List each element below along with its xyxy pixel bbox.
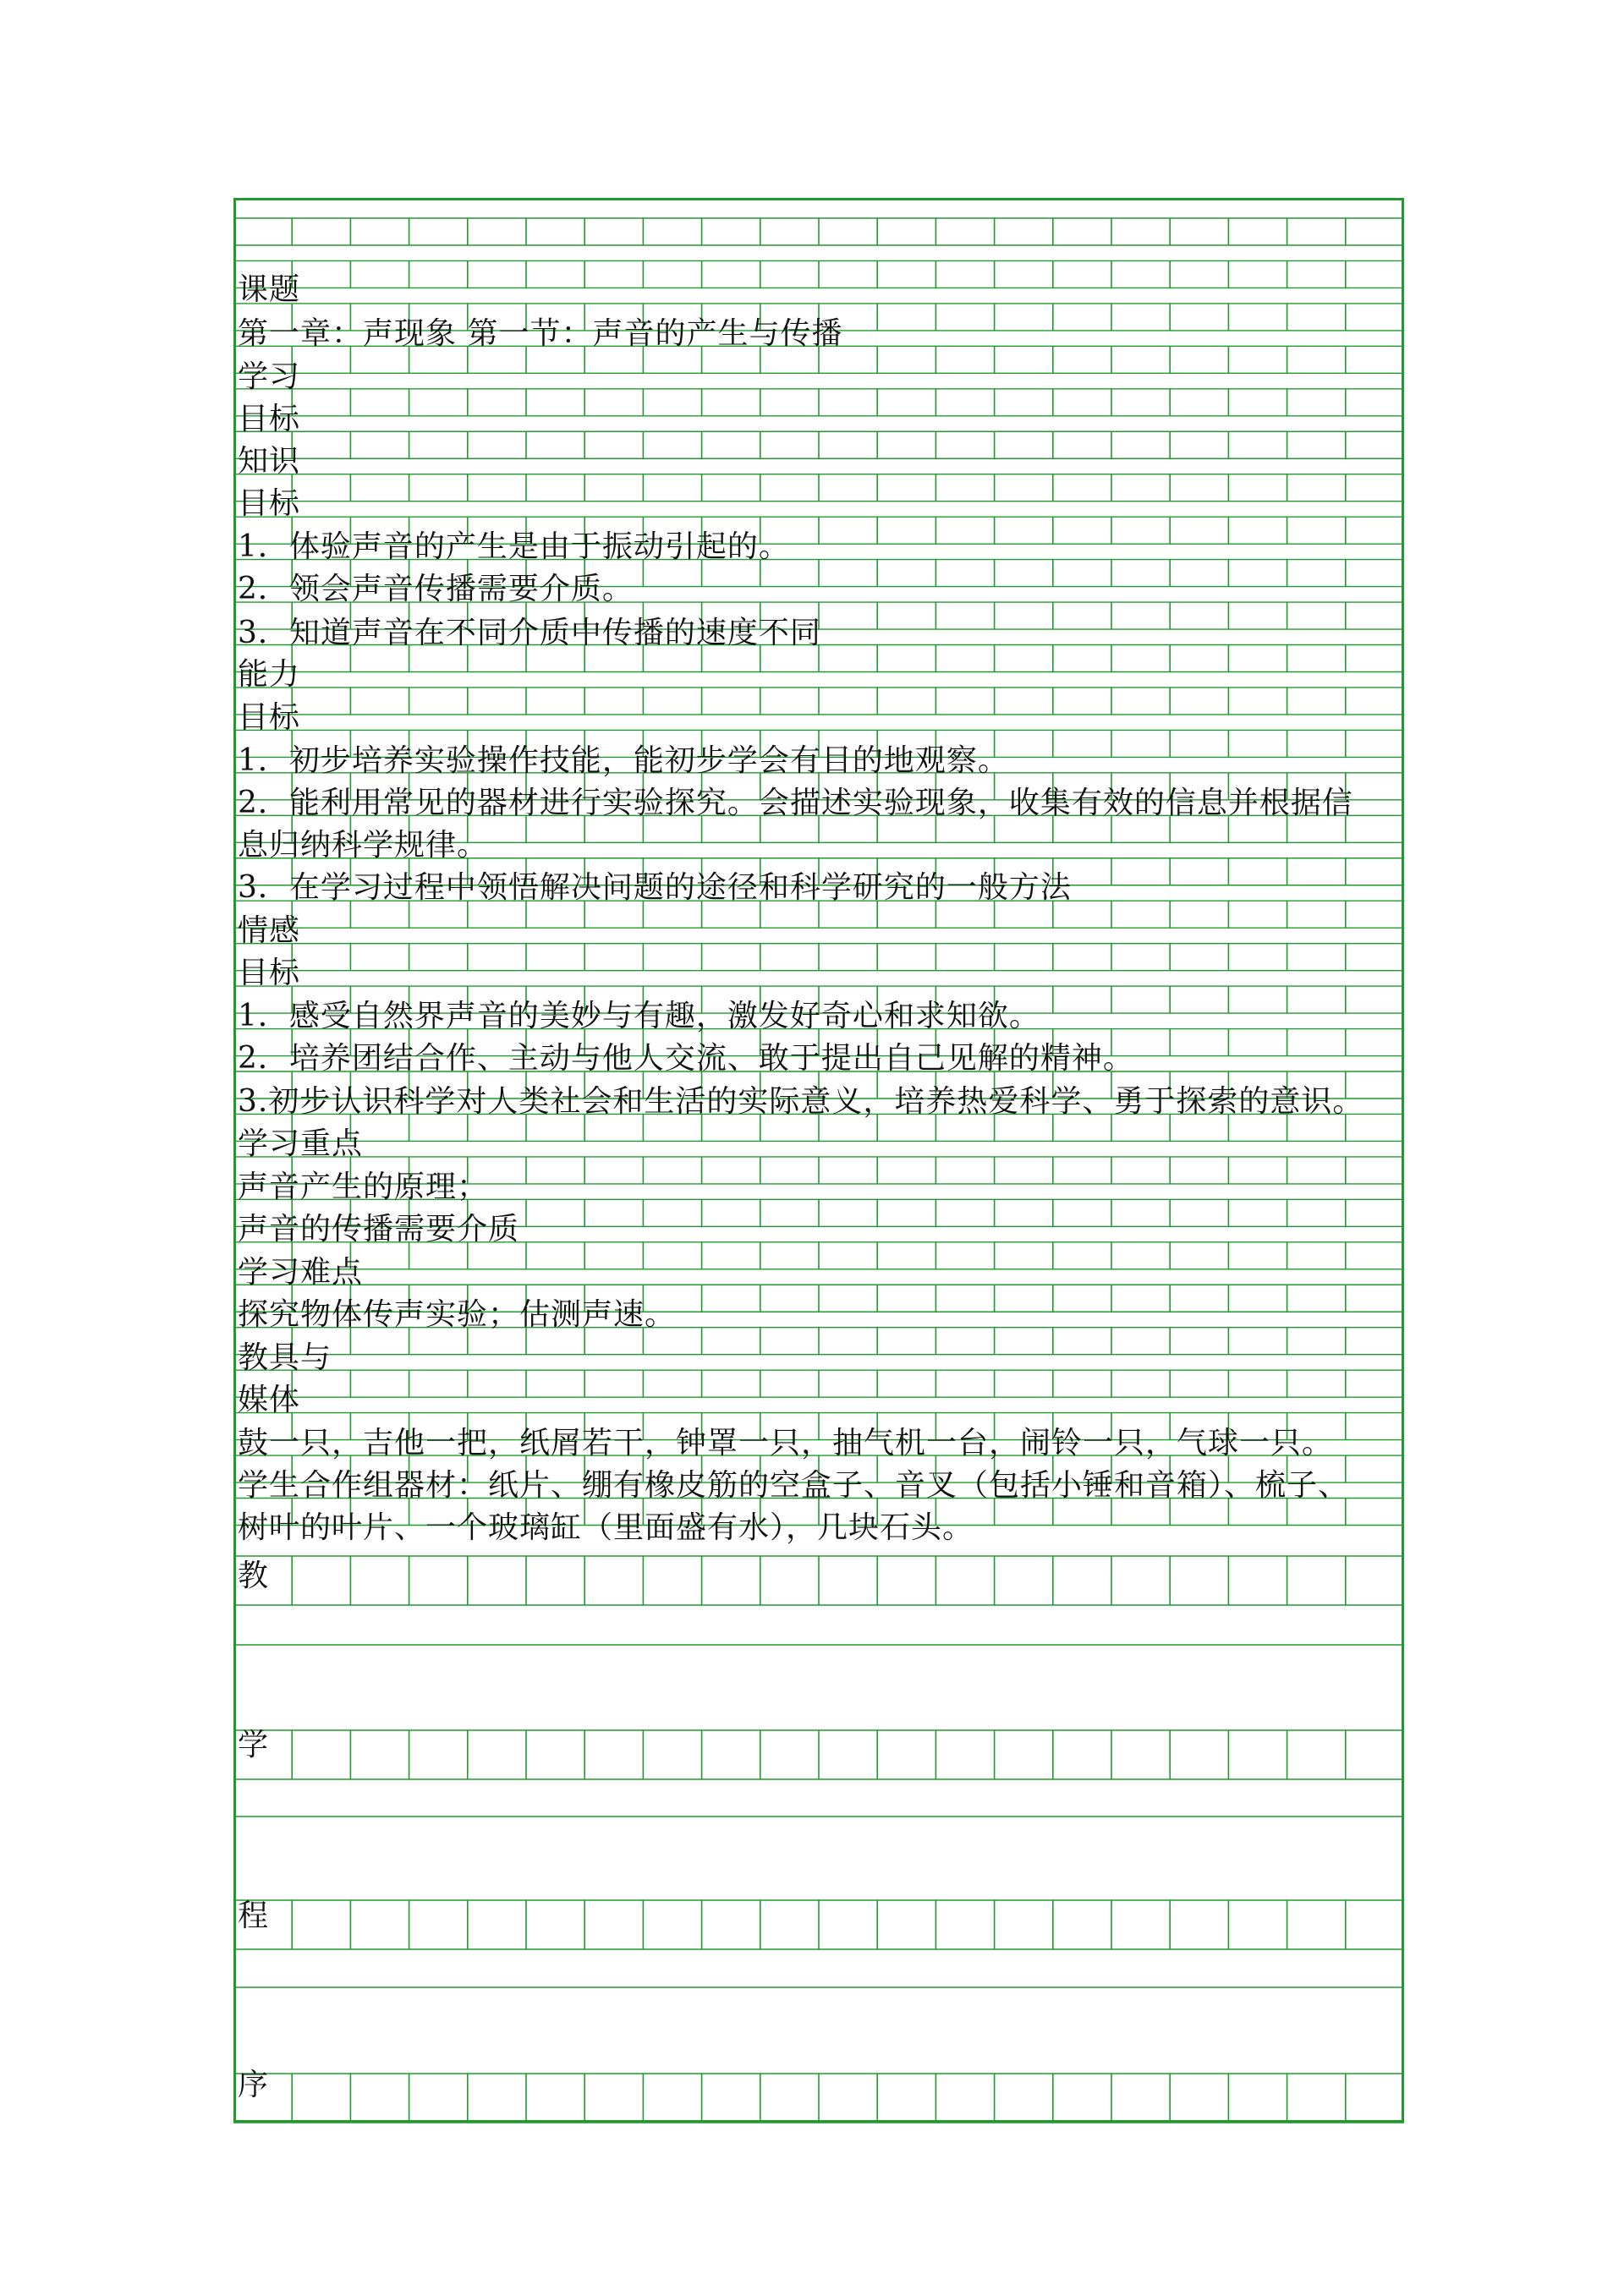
emotion-item-3: 3.初步认识科学对人类社会和生活的实际意义，培养热爱科学、勇于探索的意识。: [238, 1084, 1364, 1119]
label-procedure-char-3: 程: [238, 1899, 270, 1933]
difficulty-1: 探究物体传声实验；估测声速。: [238, 1297, 677, 1332]
aids-list-student: 学生合作组器材：纸片、绷有橡皮筋的空盒子、音叉（包括小锤和音箱）、梳子、: [238, 1468, 1350, 1503]
knowledge-item-2: 2．领会声音传播需要介质。: [238, 572, 634, 606]
key-point-2: 声音的传播需要介质: [238, 1212, 520, 1247]
ability-item-2-cont: 息归纳科学规律。: [238, 828, 489, 863]
label-procedure-char-2: 学: [238, 1728, 270, 1762]
label-ability: 能力: [238, 657, 301, 692]
aids-list-teacher: 鼓一只，吉他一把，纸屑若干，钟罩一只，抽气机一台，闹铃一只，气球一只。: [238, 1426, 1334, 1460]
label-media: 媒体: [238, 1383, 301, 1417]
knowledge-item-1: 1．体验声音的产生是由于振动引起的。: [238, 529, 790, 564]
label-topic: 课题: [238, 272, 301, 307]
emotion-item-1: 1．感受自然界声音的美妙与有趣，激发好奇心和求知欲。: [238, 999, 1040, 1033]
ability-item-1: 1．初步培养实验操作技能，能初步学会有目的地观察。: [238, 743, 1009, 778]
topic-title: 第一章：声现象 第一节：声音的产生与传播: [238, 316, 843, 351]
label-key-points: 学习重点: [238, 1126, 364, 1161]
emotion-item-2: 2．培养团结合作、主动与他人交流、敢于提出自己见解的精神。: [238, 1041, 1134, 1076]
label-difficulties: 学习难点: [238, 1255, 364, 1290]
label-ability-objectives: 目标: [238, 700, 301, 735]
grid-frame: [233, 198, 1404, 2123]
label-knowledge-objectives: 目标: [238, 486, 301, 521]
label-learning: 学习: [238, 359, 301, 394]
label-objectives: 目标: [238, 402, 301, 436]
key-point-1: 声音产生的原理；: [238, 1170, 489, 1204]
ability-item-3: 3．在学习过程中领悟解决问题的途径和科学研究的一般方法: [238, 870, 1072, 905]
ability-item-2: 2．能利用常见的器材进行实验探究。会描述实验现象，收集有效的信息并根据信: [238, 786, 1353, 820]
label-procedure-char-1: 教: [238, 1559, 270, 1593]
label-knowledge: 知识: [238, 444, 301, 479]
aids-list-student-cont: 树叶的叶片、一个玻璃缸（里面盛有水），几块石头。: [238, 1510, 974, 1545]
label-emotion-objectives: 目标: [238, 956, 301, 990]
label-teaching-aids: 教具与: [238, 1340, 332, 1375]
knowledge-item-3: 3．知道声音在不同介质中传播的速度不同: [238, 616, 821, 650]
label-emotion: 情感: [238, 913, 301, 948]
label-procedure-char-4: 序: [238, 2068, 270, 2102]
